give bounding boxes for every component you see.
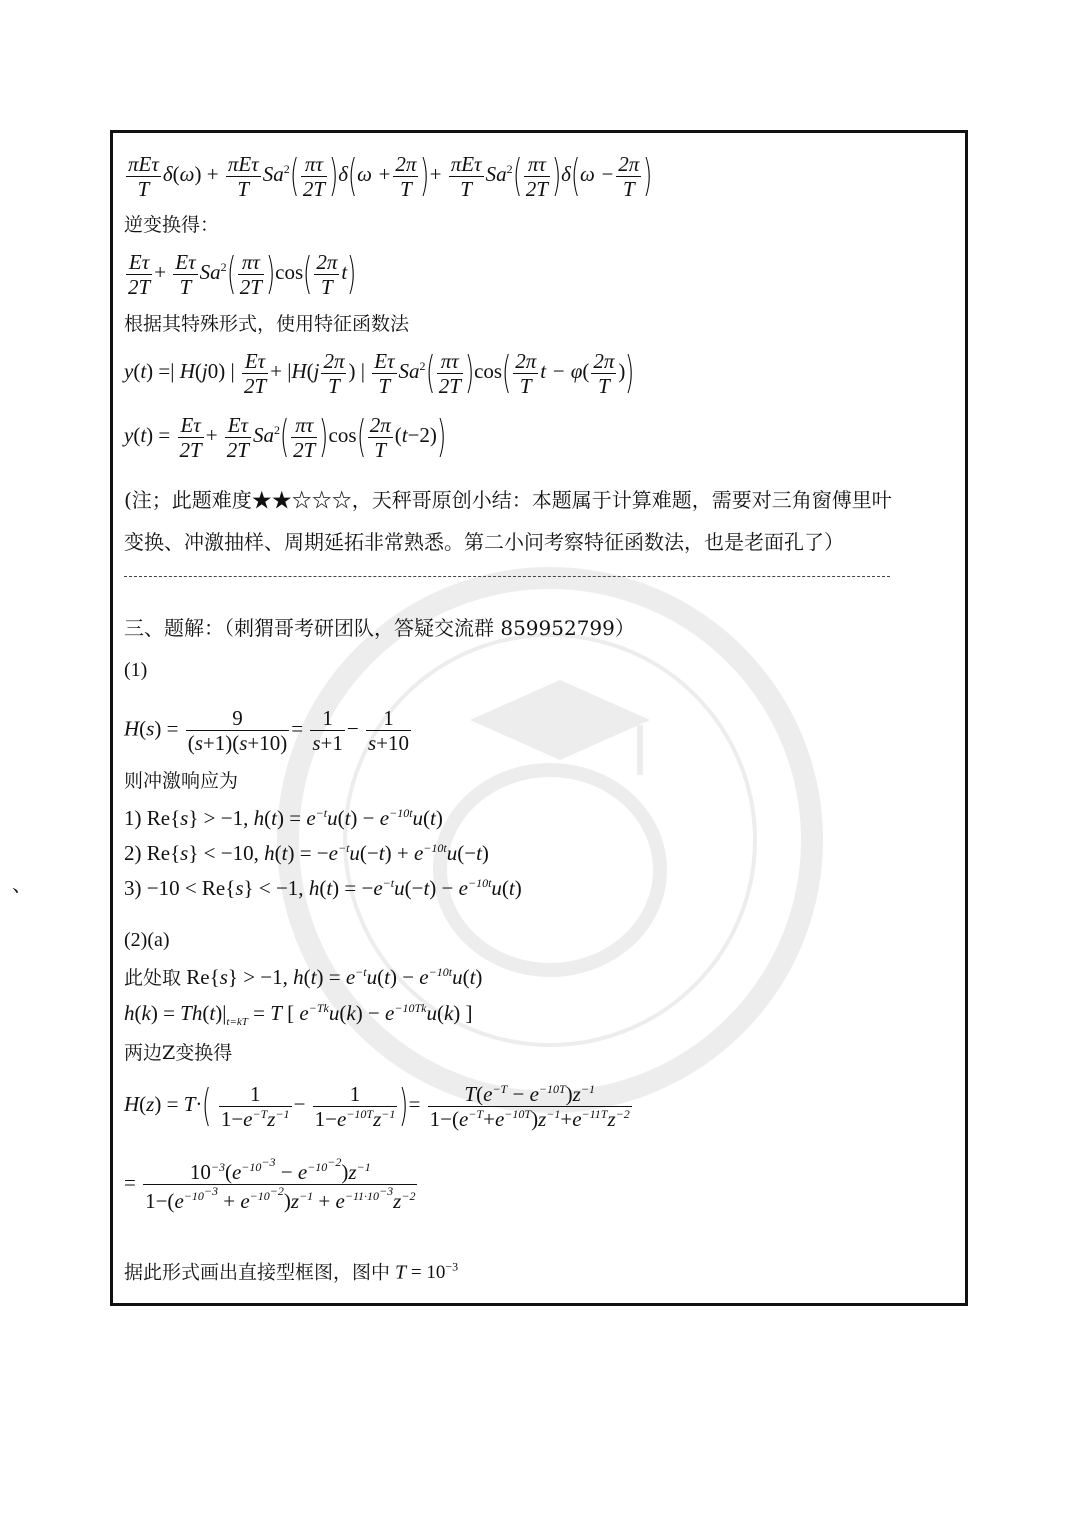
method-label: 根据其特殊形式，使用特征函数法 — [124, 313, 410, 335]
case-3: 3) −10 < Re{s} < −1, $h(t) = -e^{-t}u(-t) - e^{-10t}u(t)$ — [124, 876, 522, 900]
final-line-text: 据此形式画出直接型框图，图中 — [124, 1261, 391, 1284]
y-final: y(t) = $\frac{E\tau}{2T}$ + $\frac{E\tau}{2T}$ Sa$^2$( $\frac{\pi\tau}{2T}$ )cos( $\frac{2\pi}{T}$ (t−2)) — [124, 411, 447, 462]
impulse-label: 则冲激响应为 — [124, 770, 239, 792]
section-title: 三、题解：（刺猬哥考研团队，答疑交流群 859952799） — [124, 616, 635, 640]
intro-equation: $\frac{\text{πEτ}}{T}$ δ(ω) + $\frac{\text{πEτ}}{T}$ Sa$^2$( $\frac{\pi\tau}{2T}$ )δ(ω + $\frac{2\pi}{T}$ )+ $\frac{\text{πEτ}}{T}$ Sa$^2$( $\frac{\pi\tau}{2T}$ )δ(ω − $\frac{2\pi}{T}$ ) — [128, 150, 653, 201]
case-2: 2) Re{s} < −10, $h(t) = -e^{-t}u(-t) + e^{-10t}u(-t)$ — [124, 841, 489, 865]
hk-line: $h(k) = Th(t)|_{t=kT} = T$ [ $e^{-Tk}u(k) - e^{-10Tk}u(k)$ ] — [124, 1001, 473, 1029]
part1-label: (1) — [124, 659, 148, 681]
inverse-result: $\frac{E\tau}{2T}$ + $\frac{E\tau}{T}$ Sa$^2$( $\frac{\pi\tau}{2T}$ )cos( $\frac{2\pi}{T}$ t) — [128, 248, 357, 299]
hz-line: H(z) = T·( $\frac{1}{1-e^{-T}z^{-1}}$ − $\frac{1}{1-e^{-10T}z^{-1}}$ )= $\frac{T(e^{-T} - e^{-10T})z^{-1}}{1-(e^{-T}+e^{-10T})z^{-1}+e^{-11T}z^{-2}}$ — [124, 1080, 630, 1131]
case-1: 1) Re{s} > −1, $h(t) = e^{-t}u(t) - e^{-10t}u(t)$ — [124, 806, 443, 830]
inverse-label: 逆变换得： — [124, 214, 220, 236]
y-general: y(t) =| H(j0) | $\frac{E\tau}{2T}$ + |H(j $\frac{2\pi}{T}$ ) | $\frac{E\tau}{T}$ Sa$^2$( $\frac{\pi\tau}{2T}$ )cos( $\frac{2\pi}{T}$ t − φ( $\frac{2\pi}{T}$ )) — [124, 347, 635, 398]
note-line-1: (注；此题难度★★☆☆☆，天秤哥原创小结：本题属于计算难题，需要对三角窗傅里叶 — [124, 488, 892, 512]
final-line: 据此形式画出直接型框图，图中 $T = 10^{-3}$ — [124, 1260, 459, 1284]
dashed-separator — [124, 576, 890, 577]
part2-label: (2)(a) — [124, 929, 170, 951]
choose-line: 此处取 Re{s} > −1, $h(t) = e^{-t}u(t) - e^{-10t}u(t)$ — [124, 965, 483, 989]
hs-equation: H(s) = $\frac{9}{(s+1)(s+10)}$ = $\frac{1}{s+1}$ − $\frac{1}{s+10}$ — [124, 706, 410, 756]
note-line-2: 变换、冲激抽样、周期延拓非常熟悉。第二小问考察特征函数法，也是老面孔了） — [124, 530, 844, 554]
z-label: 两边Z变换得 — [124, 1042, 233, 1064]
hz-numeric: = $\frac{10^{-3}(e^{-10^{-3}} - e^{-10^{-2}})z^{-1}}{1-(e^{-10^{-3}} + e^{-10^{-2}})z^{-1} + e^{-11\cdot 10^{-3}}z^{-2}}$ — [124, 1155, 416, 1214]
stray-mark: 、 — [12, 872, 32, 896]
